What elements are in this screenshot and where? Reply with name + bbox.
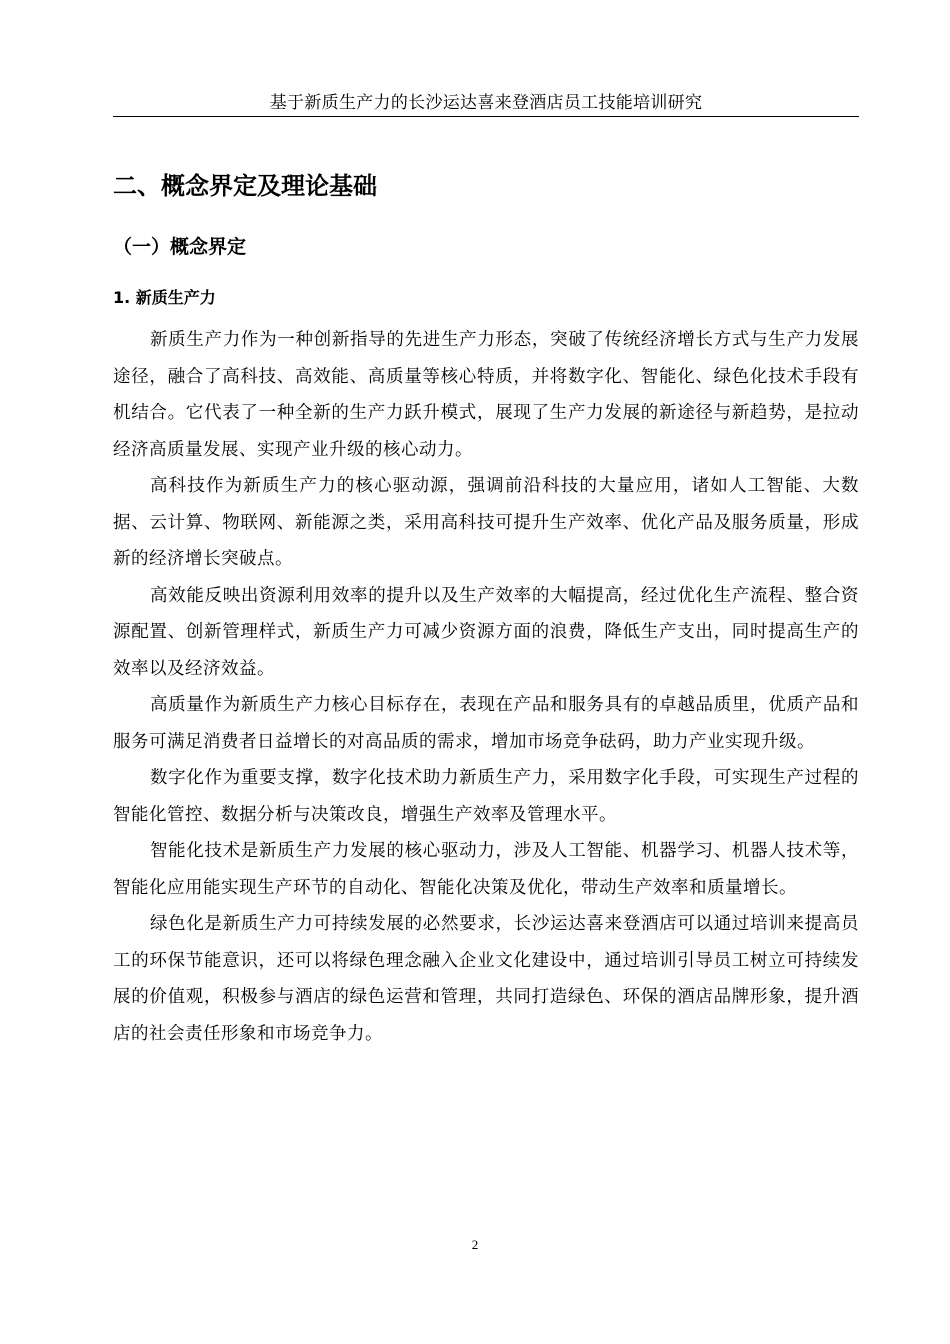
header-divider: [113, 116, 859, 117]
running-header: 基于新质生产力的长沙运达喜来登酒店员工技能培训研究: [269, 93, 703, 113]
paragraph-high-efficiency: 高效能反映出资源利用效率的提升以及生产效率的大幅提高，经过优化生产流程、整合资源配置、创新管理样式，新质生产力可减少资源方面的浪费，降低生产支出，同时提高生产的效率以及经济效益。: [113, 585, 859, 679]
paragraph-digitalization: 数字化作为重要支撑，数字化技术助力新质生产力，采用数字化手段，可实现生产过程的智能化管控、数据分析与决策改良，增强生产效率及管理水平。: [113, 768, 859, 825]
paragraph-high-quality: 高质量作为新质生产力核心目标存在，表现在产品和服务具有的卓越品质里，优质产品和服务可满足消费者日益增长的对高品质的需求，增加市场竞争砝码，助力产业实现升级。: [113, 695, 859, 752]
paragraph-new-productivity: 新质生产力作为一种创新指导的先进生产力形态，突破了传统经济增长方式与生产力发展途径，融合了高科技、高效能、高质量等核心特质，并将数字化、智能化、绿色化技术手段有机结合。它代表了一种全新的生产力跃升模式，展现了生产力发展的新途径与新趋势，是拉动经济高质量发展、实现产业升级的核心动力。: [113, 330, 859, 460]
chapter-title: 二、概念界定及理论基础: [113, 172, 377, 200]
section-title: （一）概念界定: [113, 236, 247, 258]
paragraph-high-tech: 高科技作为新质生产力的核心驱动源，强调前沿科技的大量应用，诸如人工智能、大数据、云计算、物联网、新能源之类，采用高科技可提升生产效率、优化产品及服务质量，形成新的经济增长突破点。: [113, 476, 859, 569]
paragraph-intelligence: 智能化技术是新质生产力发展的核心驱动力，涉及人工智能、机器学习、机器人技术等，智能化应用能实现生产环节的自动化、智能化决策及优化，带动生产效率和质量增长。: [113, 841, 859, 898]
body-text: [113, 322, 859, 1052]
paragraph-green: 绿色化是新质生产力可持续发展的必然要求，长沙运达喜来登酒店可以通过培训来提高员工的环保节能意识，还可以将绿色理念融入企业文化建设中，通过培训引导员工树立可持续发展的价值观，积极参与酒店的绿色运营和管理，共同打造绿色、环保的酒店品牌形象，提升酒店的社会责任形象和市场竞争力。: [113, 914, 859, 1044]
page-number: 2: [471, 1237, 479, 1252]
subsection-title: 1. 新质生产力: [113, 288, 216, 307]
